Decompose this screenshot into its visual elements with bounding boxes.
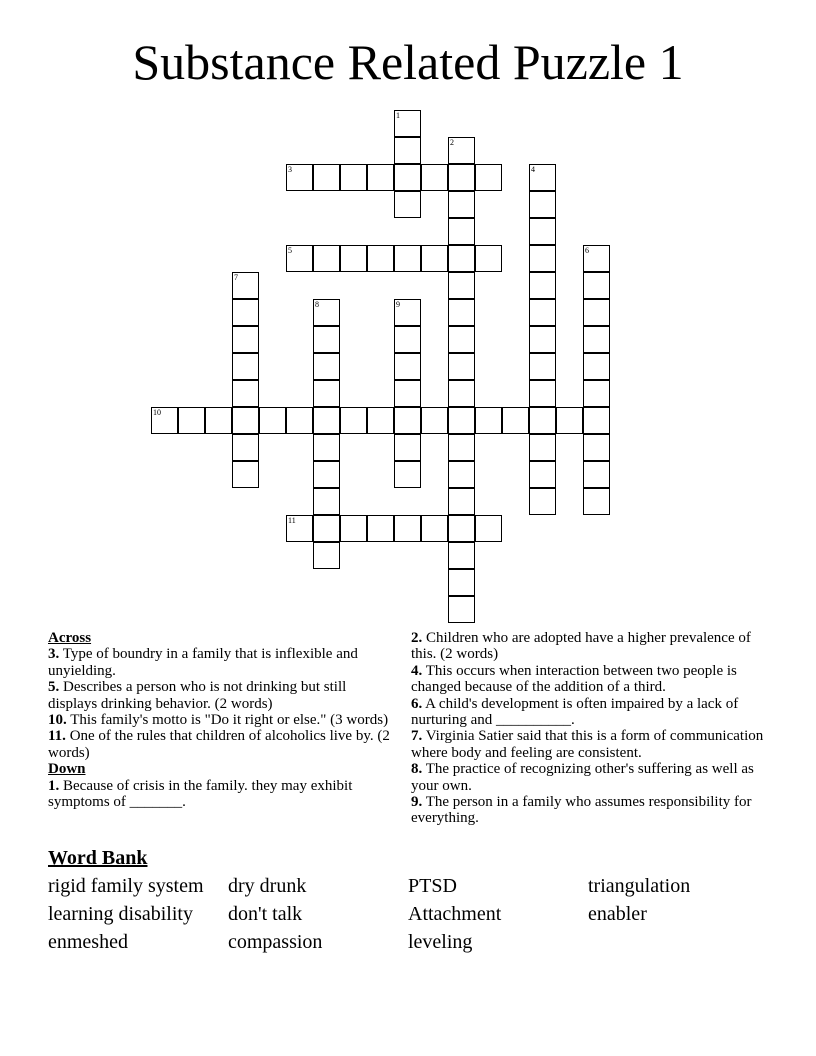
- word-bank-word: learning disability: [48, 903, 193, 925]
- puzzle-title: Substance Related Puzzle 1: [132, 34, 684, 90]
- grid-cell[interactable]: [448, 542, 475, 569]
- grid-cell[interactable]: [448, 596, 475, 623]
- grid-cell[interactable]: [583, 353, 610, 380]
- grid-cell[interactable]: [394, 245, 421, 272]
- grid-cell[interactable]: [583, 299, 610, 326]
- grid-cell[interactable]: [448, 569, 475, 596]
- clue-item-text: Type of boundry in a family that is inflexible and unyielding.: [48, 646, 358, 679]
- grid-cell[interactable]: [286, 164, 313, 191]
- grid-cell[interactable]: [448, 488, 475, 515]
- clue-item: [411, 663, 771, 696]
- clue-item-text: The person in a family who assumes responsibility for everything.: [411, 794, 752, 827]
- grid-cell[interactable]: [583, 326, 610, 353]
- clue-item: [48, 728, 398, 761]
- grid-cell[interactable]: [313, 353, 340, 380]
- grid-cell[interactable]: [448, 272, 475, 299]
- clue-item: [411, 696, 771, 729]
- clue-number: 2: [450, 138, 454, 147]
- clue-number: 5: [288, 246, 292, 255]
- grid-cell[interactable]: [529, 461, 556, 488]
- grid-cell[interactable]: [259, 407, 286, 434]
- grid-cell[interactable]: [394, 380, 421, 407]
- clue-number: 10: [153, 408, 161, 417]
- grid-cell[interactable]: [448, 461, 475, 488]
- clue-item: [48, 712, 398, 728]
- grid-cell[interactable]: [529, 218, 556, 245]
- grid-cell[interactable]: [421, 164, 448, 191]
- word-bank-word: dry drunk: [228, 875, 307, 897]
- grid-cell[interactable]: [232, 434, 259, 461]
- grid-cell[interactable]: [475, 245, 502, 272]
- grid-cell[interactable]: [583, 272, 610, 299]
- grid-cell[interactable]: [421, 407, 448, 434]
- grid-cell[interactable]: [529, 272, 556, 299]
- word-bank-word: leveling: [408, 931, 473, 953]
- grid-cell[interactable]: [340, 245, 367, 272]
- clue-number: 7: [234, 273, 238, 282]
- grid-cell[interactable]: [178, 407, 205, 434]
- grid-cell[interactable]: [232, 272, 259, 299]
- grid-cell[interactable]: [394, 299, 421, 326]
- clue-number: 1: [396, 111, 400, 120]
- grid-cell[interactable]: [448, 137, 475, 164]
- grid-cell[interactable]: [475, 407, 502, 434]
- clue-item-number: 8.: [411, 761, 423, 778]
- grid-cell[interactable]: [367, 515, 394, 542]
- word-bank-word: compassion: [228, 931, 323, 953]
- grid-cell[interactable]: [583, 488, 610, 515]
- word-bank-word: PTSD: [408, 875, 457, 897]
- clue-item-number: 4.: [411, 662, 423, 679]
- across-heading: Across: [48, 630, 92, 646]
- grid-cell[interactable]: [448, 407, 475, 434]
- grid-cell[interactable]: [448, 191, 475, 218]
- grid-cell[interactable]: [529, 353, 556, 380]
- grid-cell[interactable]: [583, 380, 610, 407]
- grid-cell[interactable]: [394, 434, 421, 461]
- clue-item-number: 5.: [48, 679, 60, 696]
- grid-cell[interactable]: [583, 434, 610, 461]
- grid-cell[interactable]: [313, 488, 340, 515]
- down-clue-list: [48, 778, 398, 811]
- grid-cell[interactable]: [529, 245, 556, 272]
- clue-item-number: 3.: [48, 646, 60, 663]
- grid-cell[interactable]: [394, 407, 421, 434]
- grid-cell[interactable]: [556, 407, 583, 434]
- clue-item-text: The practice of recognizing other's suffering as well as your own.: [411, 761, 754, 794]
- grid-cell[interactable]: [232, 326, 259, 353]
- word-bank-word: enmeshed: [48, 931, 128, 953]
- clue-item-number: 2.: [411, 630, 423, 646]
- grid-cell[interactable]: [394, 326, 421, 353]
- grid-cell[interactable]: [367, 245, 394, 272]
- grid-cell[interactable]: [286, 407, 313, 434]
- clue-item-number: 7.: [411, 728, 423, 745]
- clue-item-text: Describes a person who is not drinking but still displays drinking behavior. (2 words): [48, 679, 347, 712]
- grid-cell[interactable]: [286, 245, 313, 272]
- grid-cell[interactable]: [475, 164, 502, 191]
- grid-cell[interactable]: [583, 407, 610, 434]
- grid-cell[interactable]: [367, 164, 394, 191]
- clues-right-column: [411, 630, 771, 827]
- grid-cell[interactable]: [448, 245, 475, 272]
- clue-item-text: This family's motto is "Do it right or else." (3 words): [66, 712, 389, 729]
- grid-cell[interactable]: [313, 407, 340, 434]
- grid-cell[interactable]: [448, 353, 475, 380]
- across-clue-list: [48, 646, 398, 761]
- grid-cell[interactable]: [205, 407, 232, 434]
- grid-cell[interactable]: [448, 218, 475, 245]
- grid-cell[interactable]: [394, 191, 421, 218]
- grid-cell[interactable]: [475, 515, 502, 542]
- clue-item-number: 9.: [411, 794, 423, 811]
- grid-cell[interactable]: [502, 407, 529, 434]
- clue-item-number: 1.: [48, 777, 60, 794]
- grid-cell[interactable]: [151, 407, 178, 434]
- grid-cell[interactable]: [421, 245, 448, 272]
- word-bank-word: triangulation: [588, 875, 691, 897]
- word-bank-word: rigid family system: [48, 875, 204, 897]
- word-bank-word: Attachment: [408, 903, 502, 925]
- grid-cell[interactable]: [313, 326, 340, 353]
- grid-cell[interactable]: [340, 515, 367, 542]
- clues-left-column: [48, 630, 398, 810]
- grid-cell[interactable]: [367, 407, 394, 434]
- grid-cell[interactable]: [313, 434, 340, 461]
- clue-number: 6: [585, 246, 589, 255]
- clue-item-text: Virginia Satier said that this is a form of communication where body and feeling are consistent.: [411, 728, 764, 761]
- clue-item-number: 6.: [411, 695, 423, 712]
- grid-cell[interactable]: [232, 380, 259, 407]
- grid-cell[interactable]: [448, 164, 475, 191]
- grid-cell[interactable]: [529, 164, 556, 191]
- clue-number: 9: [396, 300, 400, 309]
- clue-item: [48, 646, 398, 679]
- grid-cell[interactable]: [448, 326, 475, 353]
- clue-item-number: 10.: [48, 712, 67, 729]
- grid-cell[interactable]: [583, 461, 610, 488]
- grid-cell[interactable]: [340, 164, 367, 191]
- grid-cell[interactable]: [286, 515, 313, 542]
- grid-cell[interactable]: [394, 515, 421, 542]
- grid-cell[interactable]: [313, 380, 340, 407]
- word-bank-word: don't talk: [228, 903, 303, 925]
- grid-cell[interactable]: [448, 380, 475, 407]
- clue-item-number: 11.: [48, 728, 66, 745]
- grid-cell[interactable]: [232, 299, 259, 326]
- grid-cell[interactable]: [529, 326, 556, 353]
- grid-cell[interactable]: [583, 245, 610, 272]
- clue-number: 8: [315, 300, 319, 309]
- grid-cell[interactable]: [529, 488, 556, 515]
- grid-cell[interactable]: [529, 434, 556, 461]
- word-bank: [48, 846, 788, 953]
- word-bank-word: enabler: [588, 903, 647, 925]
- grid-cell[interactable]: [448, 434, 475, 461]
- grid-cell[interactable]: [232, 353, 259, 380]
- grid-cell[interactable]: [448, 299, 475, 326]
- grid-cell[interactable]: [421, 515, 448, 542]
- grid-cell[interactable]: [529, 299, 556, 326]
- grid-cell[interactable]: [448, 515, 475, 542]
- clue-item: [48, 679, 398, 712]
- clue-number: 3: [288, 165, 292, 174]
- clue-item-text: This occurs when interaction between two people is changed because of the addition of a third.: [411, 662, 737, 696]
- grid-cell[interactable]: [529, 191, 556, 218]
- grid-cell[interactable]: [313, 542, 340, 569]
- grid-cell[interactable]: [394, 353, 421, 380]
- grid-cell[interactable]: [232, 461, 259, 488]
- clue-item: [411, 761, 771, 794]
- clue-item: [411, 794, 771, 827]
- grid-cell[interactable]: [529, 380, 556, 407]
- grid-cell[interactable]: [313, 245, 340, 272]
- word-bank-title: Word Bank: [48, 847, 148, 869]
- clue-item-text: Children who are adopted have a higher prevalence of this. (2 words): [411, 630, 751, 663]
- clue-item: [48, 778, 398, 811]
- grid-cell[interactable]: [232, 407, 259, 434]
- grid-cell[interactable]: [313, 515, 340, 542]
- grid-cell[interactable]: [394, 110, 421, 137]
- clue-number: 4: [531, 165, 535, 174]
- clue-item-text: Because of crisis in the family. they may exhibit symptoms of _______.: [48, 777, 353, 811]
- down-heading: Down: [48, 761, 86, 778]
- grid-cell[interactable]: [340, 407, 367, 434]
- clue-number: 11: [288, 516, 296, 525]
- grid-cell[interactable]: [394, 164, 421, 191]
- grid-cell[interactable]: [394, 461, 421, 488]
- down-clue-list-continued: [411, 630, 771, 827]
- clue-item-text: One of the rules that children of alcoholics live by. (2 words): [48, 728, 390, 761]
- clue-item: [411, 728, 771, 761]
- clue-item: [411, 630, 771, 663]
- grid-cell[interactable]: [394, 137, 421, 164]
- grid-cell[interactable]: [313, 164, 340, 191]
- grid-cell[interactable]: [313, 461, 340, 488]
- grid-cell[interactable]: [529, 407, 556, 434]
- clue-item-text: A child's development is often impaired by a lack of nurturing and __________.: [411, 695, 739, 729]
- grid-cell[interactable]: [313, 299, 340, 326]
